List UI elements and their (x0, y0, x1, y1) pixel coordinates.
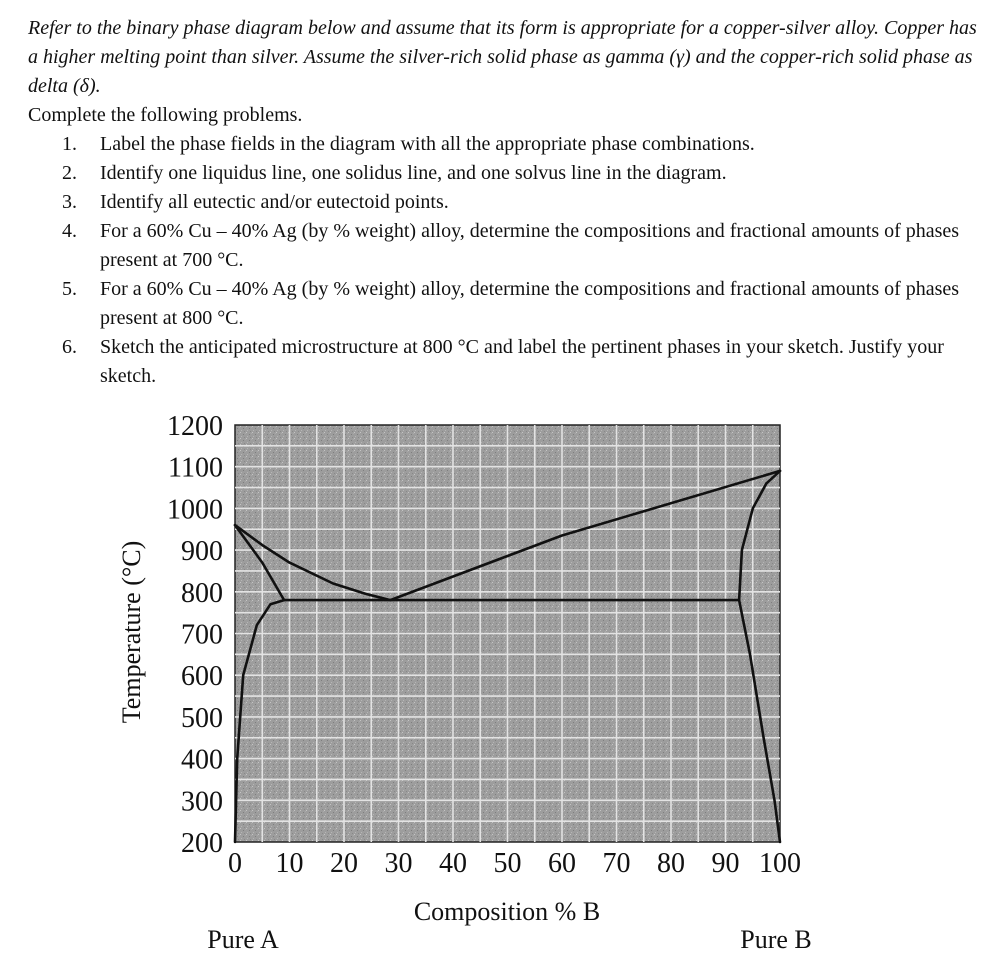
y-tick-label: 300 (181, 786, 223, 818)
y-tick-label: 500 (181, 702, 223, 734)
x-tick-label: 80 (657, 848, 685, 879)
problem-text: Identify all eutectic and/or eutectoid points. (100, 191, 449, 213)
x-tick-label: 0 (228, 848, 242, 879)
pure-b-label: Pure B (740, 925, 812, 954)
x-tick-labels (228, 848, 801, 879)
y-tick-label: 700 (181, 619, 223, 651)
y-tick-labels (167, 411, 223, 859)
y-tick-label: 400 (181, 744, 223, 776)
y-tick-label: 1200 (167, 411, 223, 442)
problem-number: 6. (62, 336, 77, 358)
problem-text: Identify one liquidus line, one solidus line, and one solvus line in the diagram. (100, 162, 727, 184)
x-tick-label: 50 (493, 848, 522, 879)
y-tick-label: 800 (181, 577, 223, 609)
y-tick-label: 900 (181, 536, 223, 568)
y-tick-label: 1100 (168, 452, 223, 484)
x-tick-label: 20 (330, 848, 358, 879)
pure-a-label: Pure A (207, 925, 279, 954)
problem-text: For a 60% Cu – 40% Ag (by % weight) alloy, determine the compositions and fractional amounts of phases present at 800 °C. (100, 278, 960, 329)
x-tick-label: 100 (759, 848, 801, 879)
x-tick-label: 40 (439, 848, 467, 879)
problem-number: 4. (62, 220, 77, 242)
x-tick-label: 70 (602, 848, 631, 879)
problem-number: 2. (62, 162, 77, 184)
problem-text: Sketch the anticipated microstructure at 800 °C and label the pertinent phases in your sketch. Justify your sketch. (100, 336, 944, 387)
x-tick-label: 10 (275, 848, 304, 879)
problem-number: 3. (62, 191, 77, 213)
y-tick-label: 1000 (167, 494, 223, 526)
y-axis-label: Temperature (°C) (117, 540, 146, 724)
problem-number: 5. (62, 278, 77, 300)
problem-text: For a 60% Cu – 40% Ag (by % weight) alloy, determine the compositions and fractional amounts of phases present at 700 °C. (100, 220, 960, 271)
x-axis-label: Composition % B (413, 897, 601, 926)
x-tick-label: 60 (548, 848, 576, 879)
x-tick-label: 30 (384, 848, 413, 879)
intro-paragraph: Refer to the binary phase diagram below and assume that its form is appropriate for a copper-silver alloy. Copper has a higher melting point than silver. Assume the silver-rich solid phase as gamma (γ) and the copper-rich solid phase as delta (δ). (28, 17, 977, 97)
y-tick-label: 600 (181, 661, 223, 693)
instructions-lead: Complete the following problems. (28, 104, 303, 126)
problem-number: 1. (62, 133, 77, 155)
problem-text: Label the phase fields in the diagram with all the appropriate phase combinations. (100, 133, 755, 155)
grid (235, 425, 780, 842)
y-tick-label: 200 (181, 828, 223, 859)
x-tick-label: 90 (711, 848, 740, 879)
